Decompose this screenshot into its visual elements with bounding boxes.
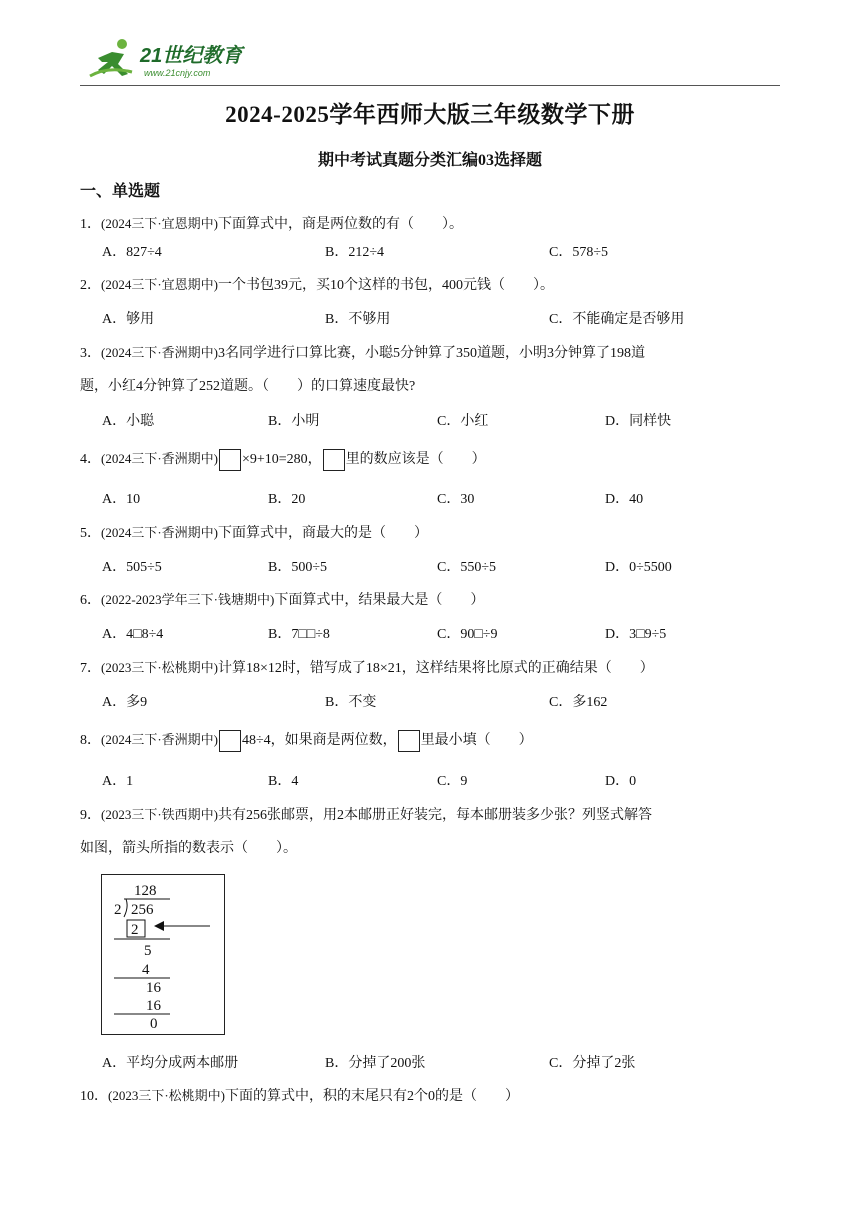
question-text: 如图，箭头所指的数表示（ ）。 bbox=[80, 841, 297, 856]
options-8 bbox=[102, 770, 802, 792]
option[interactable]: A．4□8÷4 bbox=[102, 627, 164, 642]
question-source: (2023三下·松桃期中) bbox=[101, 660, 218, 675]
options-6 bbox=[102, 623, 802, 645]
question-text: 下面的算式中，积的末尾只有2个0的是（ ） bbox=[225, 1089, 519, 1104]
arrow-icon bbox=[154, 921, 164, 931]
options-2 bbox=[102, 308, 802, 330]
long-division-figure bbox=[101, 874, 225, 1035]
division-rem1: 5 bbox=[144, 943, 152, 959]
options-5 bbox=[102, 556, 802, 578]
question-text: 共有256张邮票，用2本邮册正好装完，每本邮册装多少张？列竖式解答 bbox=[218, 808, 652, 823]
options-4 bbox=[102, 488, 802, 510]
division-step2: 4 bbox=[142, 962, 150, 978]
options-7 bbox=[102, 691, 802, 713]
option[interactable]: D．3□9÷5 bbox=[605, 627, 667, 642]
question-10: 10．(2023三下·松桃期中)下面的算式中，积的末尾只有2个0的是（ ） bbox=[80, 1088, 519, 1104]
question-text: 计算18×12时，错写成了18×21，这样结果将比原式的正确结果（ ） bbox=[218, 661, 654, 676]
option[interactable]: A．够用 bbox=[102, 312, 155, 327]
document-title: 2024-2025学年西师大版三年级数学下册 bbox=[225, 102, 635, 127]
question-text: 48÷4，如果商是两位数， bbox=[242, 733, 397, 748]
option[interactable]: D．40 bbox=[605, 492, 644, 507]
question-4: 4．(2024三下·香洲期中) ×9+10=280， 里的数应该是（ ） bbox=[80, 442, 780, 476]
options-1 bbox=[102, 241, 802, 263]
section-heading: 一、单选题 bbox=[80, 183, 161, 200]
options-3 bbox=[102, 410, 802, 432]
question-text: 里的数应该是（ ） bbox=[345, 452, 486, 467]
question-source: (2024三下·香洲期中) bbox=[101, 451, 218, 466]
question-6: 6．(2022-2023学年三下·钱塘期中)下面算式中，结果最大是（ ） bbox=[80, 592, 485, 608]
blank-box bbox=[323, 449, 345, 471]
question-7: 7．(2023三下·松桃期中)计算18×12时，错写成了18×21，这样结果将比原式的正确结果（ ） bbox=[80, 660, 654, 676]
question-source: (2023三下·松桃期中) bbox=[108, 1088, 225, 1103]
option[interactable]: B．不变 bbox=[325, 695, 377, 710]
question-text: 题，小红4分钟算了252道题。（ ）的口算速度最快? bbox=[80, 379, 416, 394]
logo bbox=[88, 36, 258, 80]
option[interactable]: D．0÷5500 bbox=[605, 560, 672, 575]
question-text: 下面算式中，结果最大是（ ） bbox=[274, 593, 485, 608]
option[interactable]: A．多9 bbox=[102, 695, 148, 710]
question-text: 里最小填（ ） bbox=[420, 733, 533, 748]
option[interactable]: C．578÷5 bbox=[549, 245, 609, 260]
division-dividend: 256 bbox=[131, 902, 154, 918]
option[interactable]: C．小红 bbox=[437, 414, 489, 429]
option[interactable]: C．不能确定是否够用 bbox=[549, 312, 685, 327]
question-5: 5．(2024三下·香洲期中)下面算式中，商最大的是（ ） bbox=[80, 525, 428, 541]
question-source: (2024三下·香洲期中) bbox=[101, 732, 218, 747]
division-quotient: 128 bbox=[134, 883, 157, 899]
header-rule bbox=[80, 85, 780, 86]
option[interactable]: B．20 bbox=[268, 492, 306, 507]
option[interactable]: A．505÷5 bbox=[102, 560, 162, 575]
runner-icon bbox=[90, 39, 132, 76]
division-step3: 16 bbox=[146, 998, 161, 1014]
blank-box bbox=[398, 730, 420, 752]
blank-box bbox=[219, 730, 241, 752]
option[interactable]: C．9 bbox=[437, 774, 468, 789]
option[interactable]: B．分掉了200张 bbox=[325, 1056, 426, 1071]
logo-brand-text: 21世纪教育 bbox=[140, 45, 243, 67]
option[interactable]: A．10 bbox=[102, 492, 141, 507]
option[interactable]: C．30 bbox=[437, 492, 475, 507]
question-9: 9．(2023三下·铁西期中)共有256张邮票，用2本邮册正好装完，每本邮册装多少张？列竖式解答 如图，箭头所指的数表示（ ）。 bbox=[80, 807, 652, 856]
option[interactable]: B．小明 bbox=[268, 414, 320, 429]
question-1: 1．(2024三下·宜恩期中)下面算式中，商是两位数的有（ ）。 bbox=[80, 216, 463, 232]
question-text: 下面算式中，商最大的是（ ） bbox=[218, 526, 428, 541]
question-source: (2024三下·香洲期中) bbox=[101, 345, 218, 360]
option[interactable]: C．多162 bbox=[549, 695, 608, 710]
option[interactable]: A．平均分成两本邮册 bbox=[102, 1056, 239, 1071]
question-3: 3．(2024三下·香洲期中)3名同学进行口算比赛，小聪5分钟算了350道题，小明3分钟算了198道 题，小红4分钟算了252道题。（ ）的口算速度最快? bbox=[80, 345, 645, 394]
question-text: 一个书包39元，买10个这样的书包，400元钱（ ）。 bbox=[218, 278, 554, 293]
logo-url-text: www.21cnjy.com bbox=[144, 68, 211, 78]
division-step1: 2 bbox=[131, 922, 139, 938]
question-text: 下面算式中，商是两位数的有（ ）。 bbox=[218, 217, 463, 232]
option[interactable]: D．0 bbox=[605, 774, 637, 789]
option[interactable]: B．7□□÷8 bbox=[268, 627, 330, 642]
question-2: 2．(2024三下·宜恩期中)一个书包39元，买10个这样的书包，400元钱（ ）。 bbox=[80, 277, 554, 293]
division-bracket bbox=[124, 899, 127, 917]
option[interactable]: A．小聪 bbox=[102, 414, 155, 429]
option[interactable]: C．550÷5 bbox=[437, 560, 497, 575]
option[interactable]: C．分掉了2张 bbox=[549, 1056, 636, 1071]
option[interactable]: B．500÷5 bbox=[268, 560, 328, 575]
question-source: (2024三下·宜恩期中) bbox=[101, 277, 218, 292]
option[interactable]: A．827÷4 bbox=[102, 245, 162, 260]
option[interactable]: B．不够用 bbox=[325, 312, 391, 327]
division-divisor: 2 bbox=[114, 902, 122, 918]
option[interactable]: C．90□÷9 bbox=[437, 627, 498, 642]
document-subtitle: 期中考试真题分类汇编03选择题 bbox=[317, 152, 542, 169]
question-source: (2022-2023学年三下·钱塘期中) bbox=[101, 592, 275, 607]
option[interactable]: A．1 bbox=[102, 774, 134, 789]
question-text: 3名同学进行口算比赛，小聪5分钟算了350道题，小明3分钟算了198道 bbox=[218, 346, 645, 361]
blank-box bbox=[219, 449, 241, 471]
question-8: 8．(2024三下·香洲期中) 48÷4，如果商是两位数， 里最小填（ ） bbox=[80, 723, 780, 757]
option[interactable]: B．4 bbox=[268, 774, 299, 789]
question-source: (2023三下·铁西期中) bbox=[101, 807, 218, 822]
options-9 bbox=[102, 1052, 802, 1074]
question-text: ×9+10=280， bbox=[242, 452, 322, 467]
question-source: (2024三下·香洲期中) bbox=[101, 525, 218, 540]
option[interactable]: D．同样快 bbox=[605, 414, 672, 429]
question-source: (2024三下·宜恩期中) bbox=[101, 216, 218, 231]
division-final: 0 bbox=[150, 1016, 158, 1032]
option[interactable]: B．212÷4 bbox=[325, 245, 385, 260]
division-rem2: 16 bbox=[146, 980, 161, 996]
